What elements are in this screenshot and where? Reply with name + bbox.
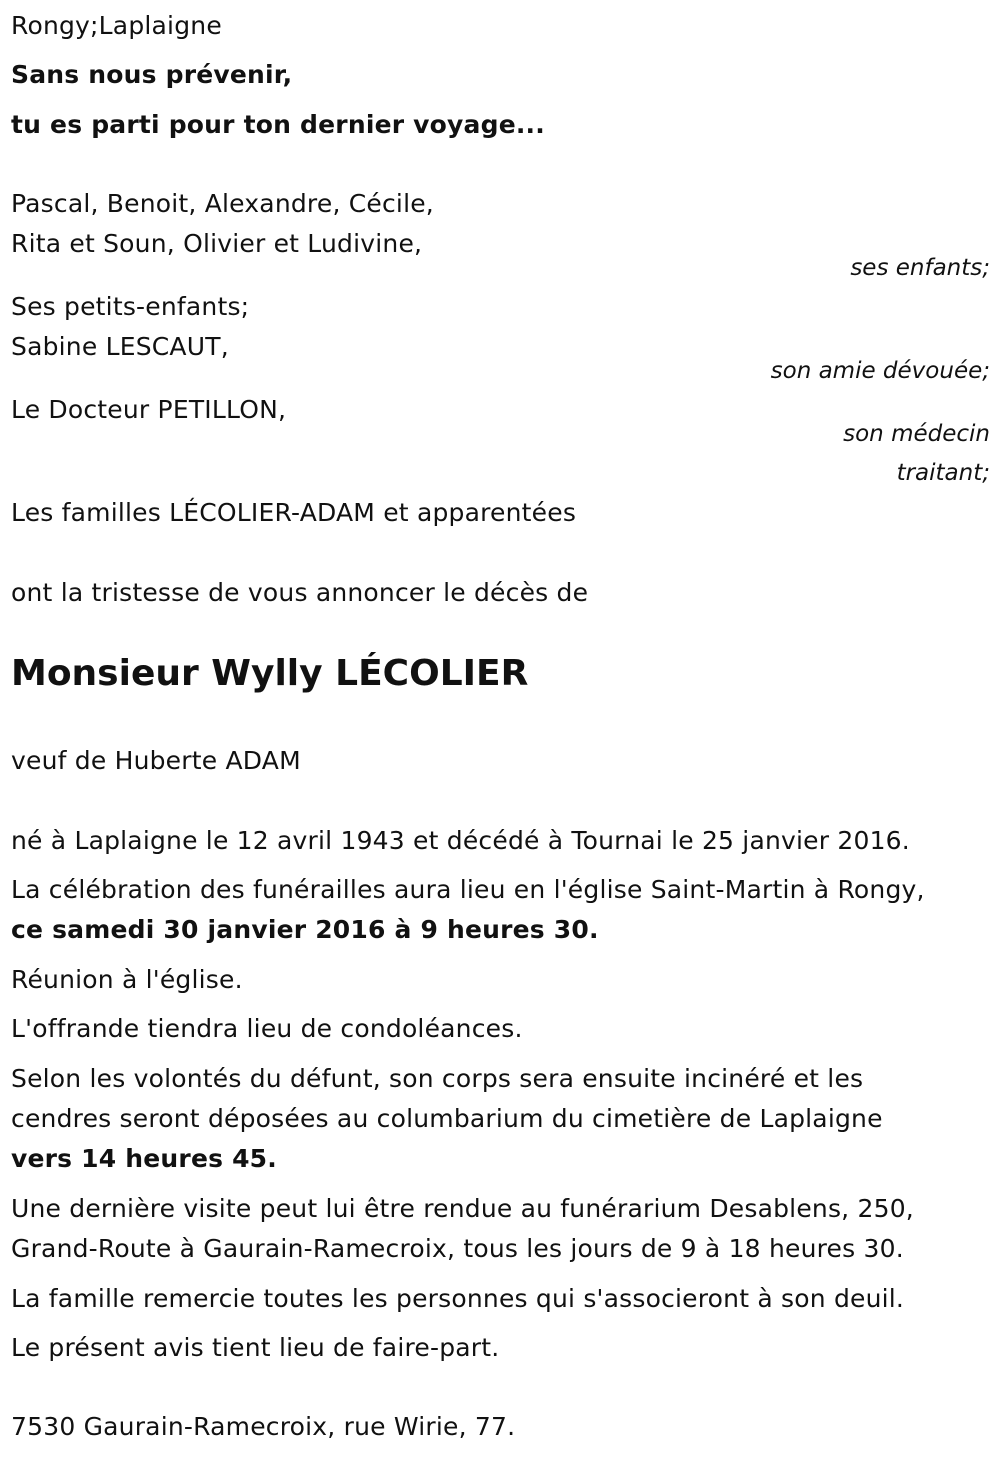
friend-name: Sabine LESCAUT,: [11, 332, 229, 361]
meeting-line: Réunion à l'église.: [11, 965, 243, 994]
visit-line-2: Grand-Route à Gaurain-Ramecroix, tous les jours de 9 à 18 heures 30.: [11, 1234, 904, 1263]
offering-line: L'offrande tiendra lieu de condoléances.: [11, 1014, 523, 1043]
funeral-date: ce samedi 30 janvier 2016 à 9 heures 30.: [11, 915, 599, 944]
birth-death-line: né à Laplaigne le 12 avril 1943 et décédé à Tournai le 25 janvier 2016.: [11, 826, 910, 855]
announcement: ont la tristesse de vous annoncer le décès de: [11, 578, 589, 607]
place-header: Rongy;Laplaigne: [11, 11, 222, 40]
widower-line: veuf de Huberte ADAM: [11, 746, 301, 775]
funeral-line-1: La célébration des funérailles aura lieu en l'église Saint-Martin à Rongy,: [11, 875, 925, 904]
grandchildren-line: Ses petits-enfants;: [11, 292, 250, 321]
children-role: ses enfants;: [850, 255, 990, 281]
friend-role: son amie dévouée;: [770, 358, 990, 384]
cremation-line-1: Selon les volontés du défunt, son corps sera ensuite incinéré et les: [11, 1064, 864, 1093]
intro-line-2: tu es parti pour ton dernier voyage...: [11, 110, 545, 139]
notice-line: Le présent avis tient lieu de faire-part.: [11, 1333, 500, 1362]
deceased-name: Monsieur Wylly LÉCOLIER: [11, 653, 529, 694]
children-line-1: Pascal, Benoit, Alexandre, Cécile,: [11, 189, 434, 218]
cremation-time: vers 14 heures 45.: [11, 1144, 277, 1173]
families-line: Les familles LÉCOLIER-ADAM et apparentées: [11, 498, 577, 527]
doctor-role-line-2: traitant;: [896, 460, 990, 486]
thanks-line: La famille remercie toutes les personnes qui s'associeront à son deuil.: [11, 1284, 905, 1313]
address-line: 7530 Gaurain-Ramecroix, rue Wirie, 77.: [11, 1412, 516, 1441]
doctor-role-line-1: son médecin: [843, 421, 990, 447]
cremation-line-2: cendres seront déposées au columbarium du cimetière de Laplaigne: [11, 1104, 883, 1133]
doctor-name: Le Docteur PETILLON,: [11, 395, 287, 424]
children-line-2: Rita et Soun, Olivier et Ludivine,: [11, 229, 423, 258]
visit-line-1: Une dernière visite peut lui être rendue au funérarium Desablens, 250,: [11, 1194, 914, 1223]
intro-line-1: Sans nous prévenir,: [11, 60, 293, 89]
